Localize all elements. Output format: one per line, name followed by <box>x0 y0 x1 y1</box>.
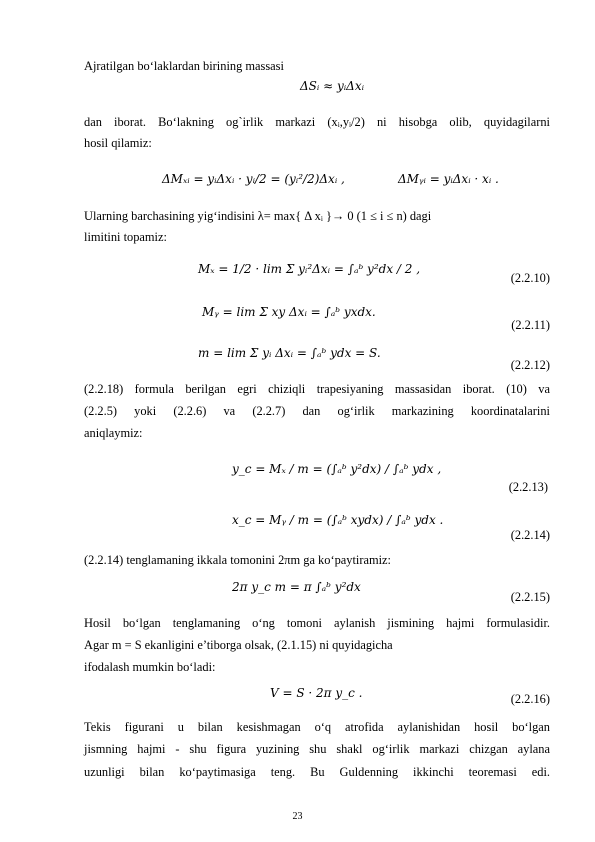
text-line: (2.2.5) yoki (2.2.6) va (2.2.7) dan og‘irlik markazining koordinatalarini <box>84 404 550 418</box>
text-line: Hosil bo‘lgan tenglamaning o‘ng tomoni aylanish jismining hajmi formulasidir. <box>84 616 550 630</box>
text-line: uzunligi bilan ko‘paytimasiga teng. Bu Guldenning ikkinchi teoremasi edi. <box>84 765 550 779</box>
equation-number: (2.2.12) <box>510 358 550 372</box>
formula-moment-x-element: ΔMₓᵢ = yᵢΔxᵢ · yᵢ/2 = (yᵢ²/2)Δxᵢ , <box>162 172 345 186</box>
text-line: hosil qilamiz: <box>84 136 152 150</box>
formula-mass-element: ΔSᵢ ≈ yᵢΔxᵢ <box>300 79 365 93</box>
text-line: (2.2.18) formula berilgan egri chiziqli trapesiyaning massasidan iborat. (10) va <box>84 382 550 396</box>
text-line: Tekis figurani u bilan kesishmagan o‘q atrofida aylanishidan hosil bo‘lgan <box>84 720 550 734</box>
formula-2-2-13: y_c = Mₓ / m = (∫ₐᵇ y²dx) / ∫ₐᵇ ydx , <box>232 462 442 476</box>
formula-moment-y-element: ΔMᵧᵢ = yᵢΔxᵢ · xᵢ . <box>398 172 499 186</box>
formula-2-2-10: Mₓ = 1/2 · lim Σ yᵢ²Δxᵢ = ∫ₐᵇ y²dx / 2 , <box>198 262 421 276</box>
text-line: (2.2.14) tenglamaning ikkala tomonini 2πm ga ko‘paytiramiz: <box>84 553 392 567</box>
equation-number: (2.2.16) <box>510 692 550 706</box>
text-line: Ularning barchasining yig‘indisini λ= max{ Δ xᵢ }→ 0 (1 ≤ i ≤ n) dagi <box>84 209 432 223</box>
equation-number: (2.2.15) <box>510 590 550 604</box>
formula-2-2-12: m = lim Σ yᵢ Δxᵢ = ∫ₐᵇ ydx = S. <box>198 346 381 360</box>
text-line: jismning hajmi - shu figura yuzining shu shakl og‘irlik markazi chizgan aylana <box>84 742 550 756</box>
formula-2-2-11: Mᵧ = lim Σ xy Δxᵢ = ∫ₐᵇ yxdx. <box>202 305 376 319</box>
equation-number: (2.2.13) <box>508 480 548 494</box>
formula-2-2-14: x_c = Mᵧ / m = (∫ₐᵇ xydx) / ∫ₐᵇ ydx . <box>232 513 444 527</box>
equation-number: (2.2.14) <box>510 528 550 542</box>
equation-number: (2.2.11) <box>511 318 550 332</box>
page-number: 23 <box>292 811 303 822</box>
text-line: aniqlaymiz: <box>84 426 143 440</box>
text-line: Ajratilgan bo‘laklardan birining massasi <box>84 59 284 73</box>
text-line: dan iborat. Bo‘lakning og`irlik markazi (xᵢ,yᵢ/2) ni hisobga olib, quyidagilarni <box>84 115 550 129</box>
equation-number: (2.2.10) <box>510 271 550 285</box>
formula-2-2-16: V = S · 2π y_c . <box>270 686 363 700</box>
text-line: Agar m = S ekanligini e’tiborga olsak, (2.1.15) ni quyidagicha <box>84 638 393 652</box>
text-line: limitini topamiz: <box>84 230 167 244</box>
formula-2-2-15: 2π y_c m = π ∫ₐᵇ y²dx <box>232 580 361 594</box>
text-line: ifodalash mumkin bo‘ladi: <box>84 660 216 674</box>
